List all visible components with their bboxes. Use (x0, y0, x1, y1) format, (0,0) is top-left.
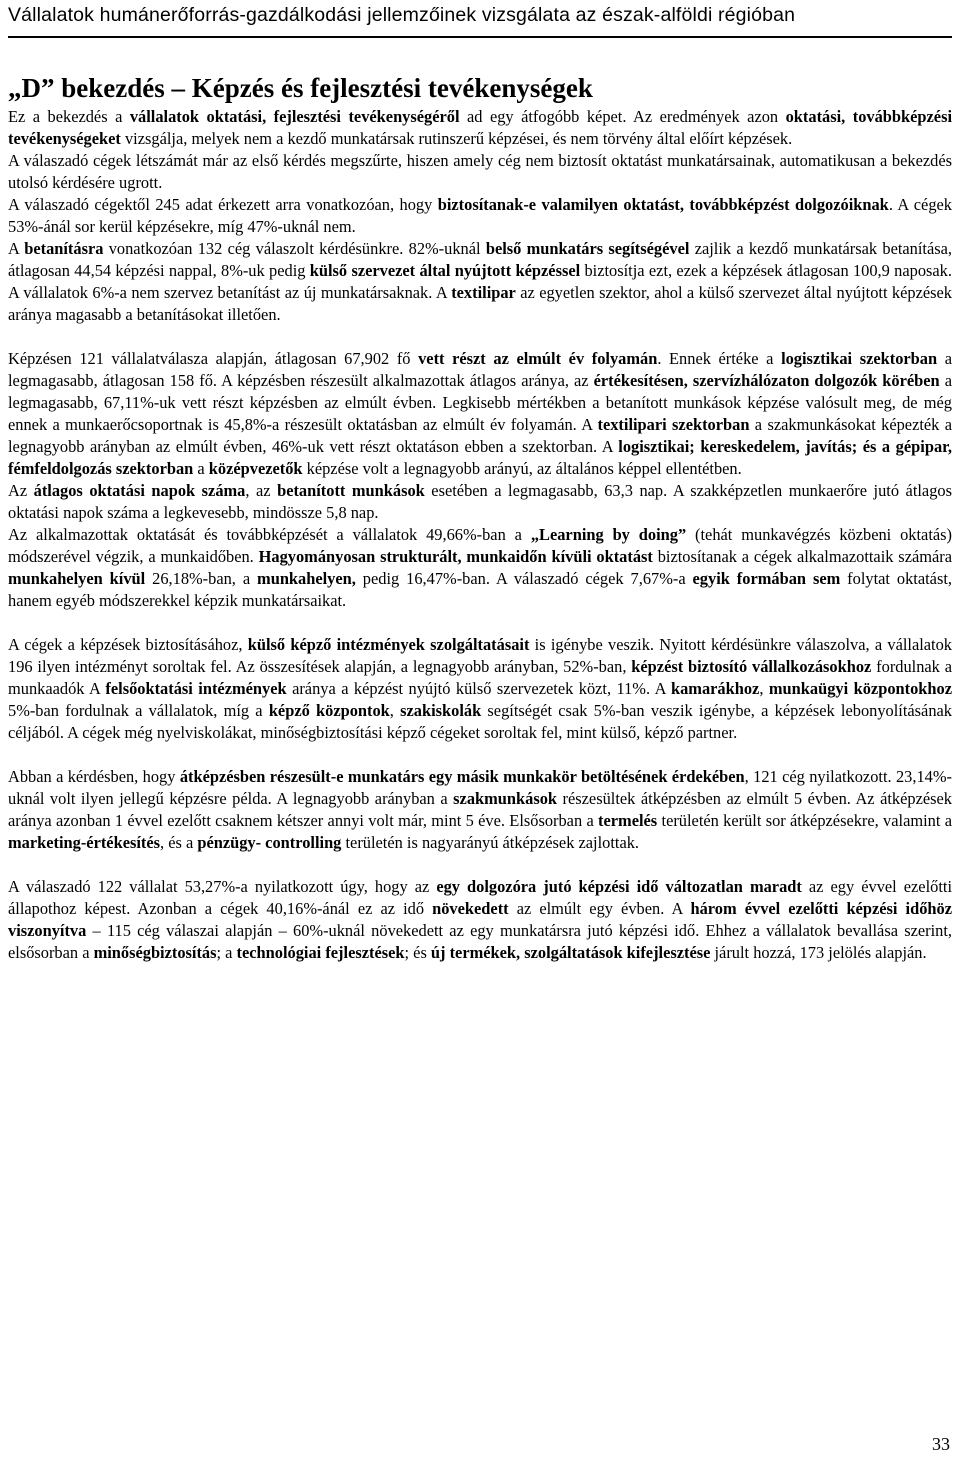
paragraph (8, 876, 952, 964)
bold-text: textilipari szektorban (597, 415, 750, 434)
text-run: biztosítanak a cégek alkalmazottaik számára (652, 547, 952, 566)
paragraph (8, 194, 952, 238)
bold-text: munkahelyen kívül (8, 569, 146, 588)
bold-text: külső képző intézmények szolgáltatásait (247, 635, 530, 654)
bold-text: logisztikai szektorban (781, 349, 938, 368)
text-run: . A cégek 53%-ánál sor kerül képzésekre, míg 47%-uknál nem. (8, 195, 953, 236)
bold-text: növekedett (432, 899, 509, 918)
text-run: – 115 cég válaszai alapján – 60%-uknál növekedett az egy munkatársra jutó képzési idő. Ehhez a vállalatok bevallása szerint, elsősorban a (8, 921, 952, 962)
text-run: pedig 16,47%-ban. A válaszadó cégek 7,67%-a (355, 569, 693, 588)
bold-text: textilipar (451, 283, 516, 302)
text-run: a legmagasabb, átlagosan 158 fő. A képzésben részesült alkalmazottak átlagos aránya, az (8, 349, 952, 390)
text-run: az elmúlt egy évben. A (508, 899, 691, 918)
text-run: vizsgálja, melyek nem a kezdő munkatársak rutinszerű képzései, és nem törvény által előírt képzések. (120, 129, 793, 148)
paragraph (8, 106, 952, 150)
bold-text: technológiai fejlesztések (236, 943, 405, 962)
bold-text: marketing-értékesítés (8, 833, 161, 852)
paragraph (8, 634, 952, 744)
text-run: részesültek átképzésben az elmúlt 5 évben. Az átképzések aránya azonban 1 évvel ezelőtt csaknem kétszer annyi volt már, mint 5 éve. Elsősorban a (8, 789, 952, 830)
header-title: Vállalatok humánerőforrás-gazdálkodási jellemzőinek vizsgálata az észak-alföldi régióban (8, 4, 796, 26)
bold-text: középvezetők (208, 459, 303, 478)
bold-text: belső munkatárs segítségével (485, 239, 690, 258)
text-run: , és a (160, 833, 198, 852)
text-run: folytat oktatást, hanem egyéb módszerekkel képzik munkatársaikat. (8, 569, 952, 610)
text-run: is igénybe veszik. Nyitott kérdésünkre válaszolva, a vállalatok 196 ilyen intézményt soroltak fel. Az összesítések alapján, a legnagyobb arányban, 52%-ban, (8, 635, 952, 676)
bold-text: átlagos oktatási napok száma (33, 481, 246, 500)
text-run: A cégek a képzések biztosításához, (8, 635, 248, 654)
bold-text: egy dolgozóra jutó képzési idő változatlan maradt (436, 877, 802, 896)
bold-text: „Learning by doing” (530, 525, 687, 544)
bold-text: pénzügy- controlling (197, 833, 342, 852)
bold-text: külső szervezet által nyújtott képzéssel (309, 261, 581, 280)
text-run: A válaszadó cégektől 245 adat érkezett arra vonatkozóan, hogy (8, 195, 438, 214)
paragraph (8, 348, 952, 480)
text-run: . Ennek értéke a (657, 349, 782, 368)
text-run: ad egy átfogóbb képet. Az eredmények azon (459, 107, 786, 126)
bold-text: munkaügyi központokhoz (768, 679, 952, 698)
text-run: 26,18%-ban, a (145, 569, 258, 588)
text-run: ; és (404, 943, 431, 962)
paragraph (8, 524, 952, 612)
text-run: Abban a kérdésben, hogy (8, 767, 180, 786)
bold-text: betanításra (24, 239, 104, 258)
bold-text: logisztikai; kereskedelem, javítás; és a gépipar, fémfeldolgozás szektorban (8, 437, 953, 478)
bold-text: új termékek, szolgáltatások kifejlesztése (430, 943, 711, 962)
text-run: segítségét csak 5%-ban veszik igénybe, a képzések lebonyolításának céljából. A cégek még nyelviskolákat, minőségbiztosítási képző cégeket soroltak fel, mint külső, képző partner. (8, 701, 952, 742)
paragraph (8, 766, 952, 854)
text-run: az egyetlen szektor, ahol a külső szervezet által nyújtott képzések aránya magasabb a betanításokat illetően. (8, 283, 952, 324)
text-run: fordulnak a munkaadók A (8, 657, 952, 698)
text-run: , 121 cég nyilatkozott. 23,14%-uknál volt ilyen jellegű képzésre példa. A legnagyobb arányban a (8, 767, 952, 808)
text-run: vonatkozóan 132 cég válaszolt kérdésünkre. 82%-uknál (103, 239, 486, 258)
text-run: biztosítja ezt, ezek a képzések átlagosan 100,9 naposak. A vállalatok 6%-a nem szervez betanítást az új munkatársaknak. A (8, 261, 952, 302)
text-run: , az (245, 481, 278, 500)
bold-text: képzést biztosító vállalkozásokhoz (631, 657, 872, 676)
running-header (8, 0, 952, 38)
bold-text: biztosítanak-e valamilyen oktatást, továbbképzést dolgozóiknak (437, 195, 889, 214)
text-run: Az alkalmazottak oktatását és továbbképzését a vállalatok 49,66%-ban a (8, 525, 531, 544)
text-run: ; a (216, 943, 237, 962)
text-run: A válaszadó cégek létszámát már az első kérdés megszűrte, hiszen amely cég nem biztosít oktatást munkatársainak, automatikusan a bekezdés utolsó kérdésére ugrott. (8, 151, 952, 192)
bold-text: vett részt az elmúlt év folyamán (418, 349, 658, 368)
text-run: a legmagasabb, 67,11%-uk vett részt képzésben az elmúlt évben. Legkisebb mértékben a betanított munkások képzése valósult meg, de még ennek a munkaerőcsoportnak is 45,8%-a részesült oktatásban az elmúlt év folyamán. A (8, 371, 952, 434)
bold-text: három évvel ezelőtti képzési időhöz viszonyítva (8, 899, 952, 940)
bold-text: kamarákhoz (671, 679, 760, 698)
bold-text: minőségbiztosítás (93, 943, 217, 962)
text-run: , (389, 701, 401, 720)
text-run: képzése volt a legnagyobb arányú, az általános képpel ellentétben. (302, 459, 742, 478)
text-run: (tehát munkavégzés közbeni oktatás) módszerével végzik, a munkaidőben. (8, 525, 952, 566)
bold-text: átképzésben részesült-e munkatárs egy másik munkakör betöltésének érdekében (179, 767, 745, 786)
text-run: a szakmunkásokat képezték a legnagyobb arányban az elmúlt évben, 46%-uk vett részt oktatáson ebben a szektorban. A (8, 415, 952, 456)
text-run: Ez a bekezdés a (8, 107, 130, 126)
text-run: zajlik a kezdő munkatársak betanítása, átlagosan 44,54 képzési nappal, 8%-uk pedig (8, 239, 952, 280)
bold-text: képző központok (268, 701, 390, 720)
bold-text: oktatási, továbbképzési tevékenységeket (8, 107, 953, 148)
bold-text: értékesítésen, szervízhálózaton dolgozók körében (593, 371, 940, 390)
text-run: az egy évvel ezelőtti állapothoz képest. Azonban a cégek 40,16%-ánál ez az idő (8, 877, 952, 918)
paragraph (8, 238, 952, 326)
text-run: területén is nagyarányú átképzések zajlottak. (341, 833, 640, 852)
text-run: aránya a képzést nyújtó külső szervezetek közt, 11%. A (286, 679, 671, 698)
text-run: , (759, 679, 769, 698)
bold-text: Hagyományosan strukturált, munkaidőn kívüli oktatást (258, 547, 653, 566)
bold-text: termelés (598, 811, 658, 830)
bold-text: vállalatok oktatási, fejlesztési tevékenységéről (129, 107, 460, 126)
bold-text: munkahelyen, (257, 569, 356, 588)
text-run: 5%-ban fordulnak a vállalatok, míg a (8, 701, 269, 720)
bold-text: egyik formában sem (692, 569, 841, 588)
paragraph (8, 480, 952, 524)
bold-text: betanított munkások (277, 481, 425, 500)
section-title: „D” bekezdés – Képzés és fejlesztési tevékenységek (8, 73, 593, 103)
body-text (8, 106, 952, 964)
text-run: A (8, 239, 25, 258)
paragraph (8, 150, 952, 194)
bold-text: szakmunkások (453, 789, 558, 808)
text-run: Az (8, 481, 34, 500)
text-run: A válaszadó 122 vállalat 53,27%-a nyilatkozott úgy, hogy az (8, 877, 437, 896)
bold-text: felsőoktatási intézmények (105, 679, 287, 698)
text-run: esetében a legmagasabb, 63,3 nap. A szakképzetlen munkaerőre jutó átlagos oktatási napok száma a legkevesebb, mindössze 5,8 nap. (8, 481, 952, 522)
bold-text: szakiskolák (400, 701, 482, 720)
text-run: Képzésen 121 vállalatválasza alapján, átlagosan 67,902 fő (8, 349, 419, 368)
page-number: 33 (932, 1434, 950, 1454)
text-run: járult hozzá, 173 jelölés alapján. (710, 943, 927, 962)
text-run: a (193, 459, 209, 478)
text-run: területén került sor átképzésekre, valamint a (657, 811, 952, 830)
